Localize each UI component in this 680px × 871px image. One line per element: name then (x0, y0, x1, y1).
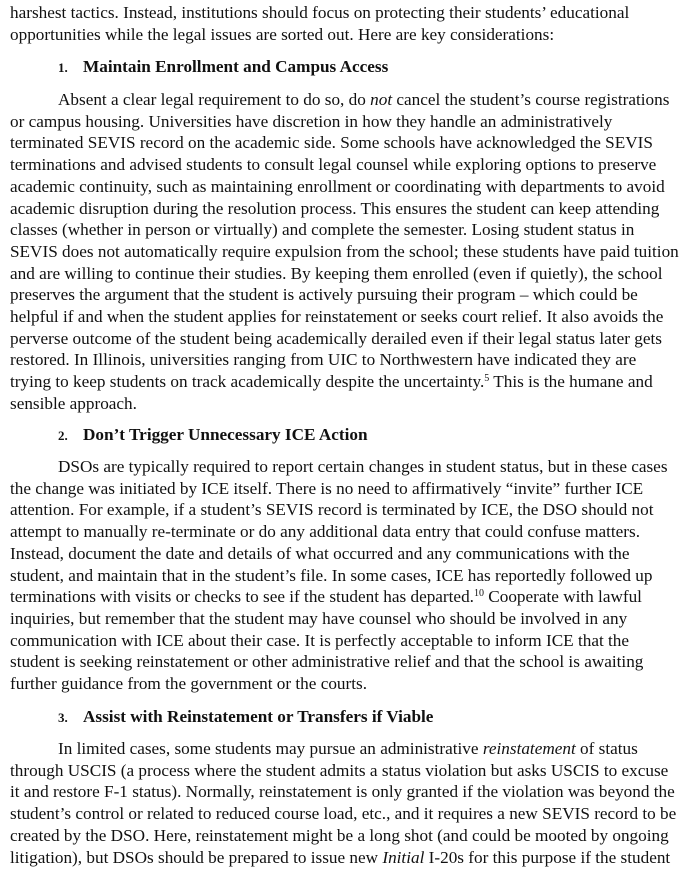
paragraph-line: student, and maintain that in the student’s file. In some cases, ICE has reportedly followed up (10, 565, 653, 585)
section-heading-3 (58, 706, 433, 728)
section-heading-1 (58, 56, 388, 78)
paragraph-line: attention. For example, if a student’s SEVIS record is terminated by ICE, the DSO should not (10, 500, 654, 520)
paragraph-line: academic continuity, such as maintaining enrollment or coordinating with departments to avoid (10, 176, 665, 196)
paragraph-line: inquiries, but remember that the student may have counsel who should be involved in any (10, 608, 628, 628)
paragraph-line: attempt to manually re-terminate or do any additional data entry that could confuse matters. (10, 522, 640, 542)
paragraph-line: terminations and advised students to consult legal counsel while exploring options to preserve (10, 155, 657, 175)
paragraph-line: student’s control or related to reduced course load, etc., and it requires a new SEVIS record to be (10, 804, 677, 824)
section-number: 2. (58, 428, 68, 443)
paragraph-line: In limited cases, some students may pursue an administrative reinstatement of status (58, 739, 638, 758)
paragraph-line: terminated SEVIS record on the academic side. Some schools have acknowledged the SEVIS (10, 133, 653, 153)
paragraph-line: DSOs are typically required to report certain changes in student status, but in these cases (58, 457, 668, 476)
paragraph-line: further guidance from the government or the courts. (10, 674, 367, 693)
paragraph-line: restored. In Illinois, universities ranging from UIC to Northwestern have indicated they are (10, 350, 637, 370)
paragraph-line: it and restore F-1 status). Normally, reinstatement is only granted if the violation was beyond the (10, 782, 675, 802)
paragraph-line: preserves the argument that the student is actively pursuing their program – which could be (10, 285, 638, 305)
paragraph-line: the change was initiated by ICE itself. There is no need to affirmatively “invite” further ICE (10, 478, 644, 498)
intro-line: opportunities while the legal issues are sorted out. Here are key considerations: (10, 25, 555, 44)
paragraph-line: litigation), but DSOs should be prepared to issue new Initial I-20s for this purpose if the student (10, 847, 671, 867)
footnote-ref[interactable]: 10 (473, 588, 484, 600)
paragraph-line: classes (whether in person or virtually) and complete the semester. Losing student status in (10, 220, 635, 240)
paragraph-line: or campus housing. Universities have discretion in how they handle an administratively (10, 111, 613, 131)
paragraph-line: Instead, document the date and details of what occurred and any communications with the (10, 543, 630, 563)
paragraph-line: and are willing to continue their studies. By keeping them enrolled (even if quietly), the school (10, 263, 663, 283)
paragraph-line: terminations with visits or checks to see if the student has departed.$^{10}$ Cooperate with lawful (10, 587, 642, 607)
paragraph-line: trying to keep students on track academically despite the uncertainty.$^5$ This is the humane and (10, 372, 653, 392)
section-number: 3. (58, 710, 68, 725)
section-title: Assist with Reinstatement or Transfers if Viable (83, 707, 434, 726)
section-number: 1. (58, 60, 68, 75)
emphasis: reinstatement (482, 739, 576, 758)
paragraph-line: helpful if and when the student applies for reinstatement or seeks court relief. It also avoids the (10, 307, 664, 326)
paragraph-line: Absent a clear legal requirement to do so, do not cancel the student’s course registrations (58, 90, 670, 109)
intro-line: harshest tactics. Instead, institutions should focus on protecting their students’ educational (10, 3, 630, 22)
emphasis: Initial (382, 847, 425, 867)
section-title: Maintain Enrollment and Campus Access (83, 57, 389, 76)
paragraph-line: academic disruption during the resolution process. This ensures the student can keep attending (10, 198, 660, 218)
section-heading-2 (58, 424, 368, 446)
emphasis: not (370, 90, 393, 109)
paragraph-line: SEVIS does not automatically require expulsion from the school; these students have paid tuition (10, 241, 679, 261)
paragraph-line: student is seeking reinstatement or other administrative relief and that the school is awaiting (10, 652, 644, 672)
section-title: Don’t Trigger Unnecessary ICE Action (83, 425, 368, 444)
paragraph-line: created by the DSO. Here, reinstatement might be a long shot (and could be mooted by ongoing (10, 825, 669, 845)
paragraph-line: communication with ICE about their case. It is perfectly acceptable to inform ICE that the (10, 630, 630, 650)
paragraph-line: sensible approach. (10, 393, 137, 413)
footnote-ref[interactable]: 5 (484, 373, 490, 385)
paragraph-line: through USCIS (a process where the student admits a status violation but asks USCIS to excuse (10, 760, 669, 780)
paragraph-line: perverse outcome of the student being academically derailed even if their legal status later gets (10, 328, 662, 348)
